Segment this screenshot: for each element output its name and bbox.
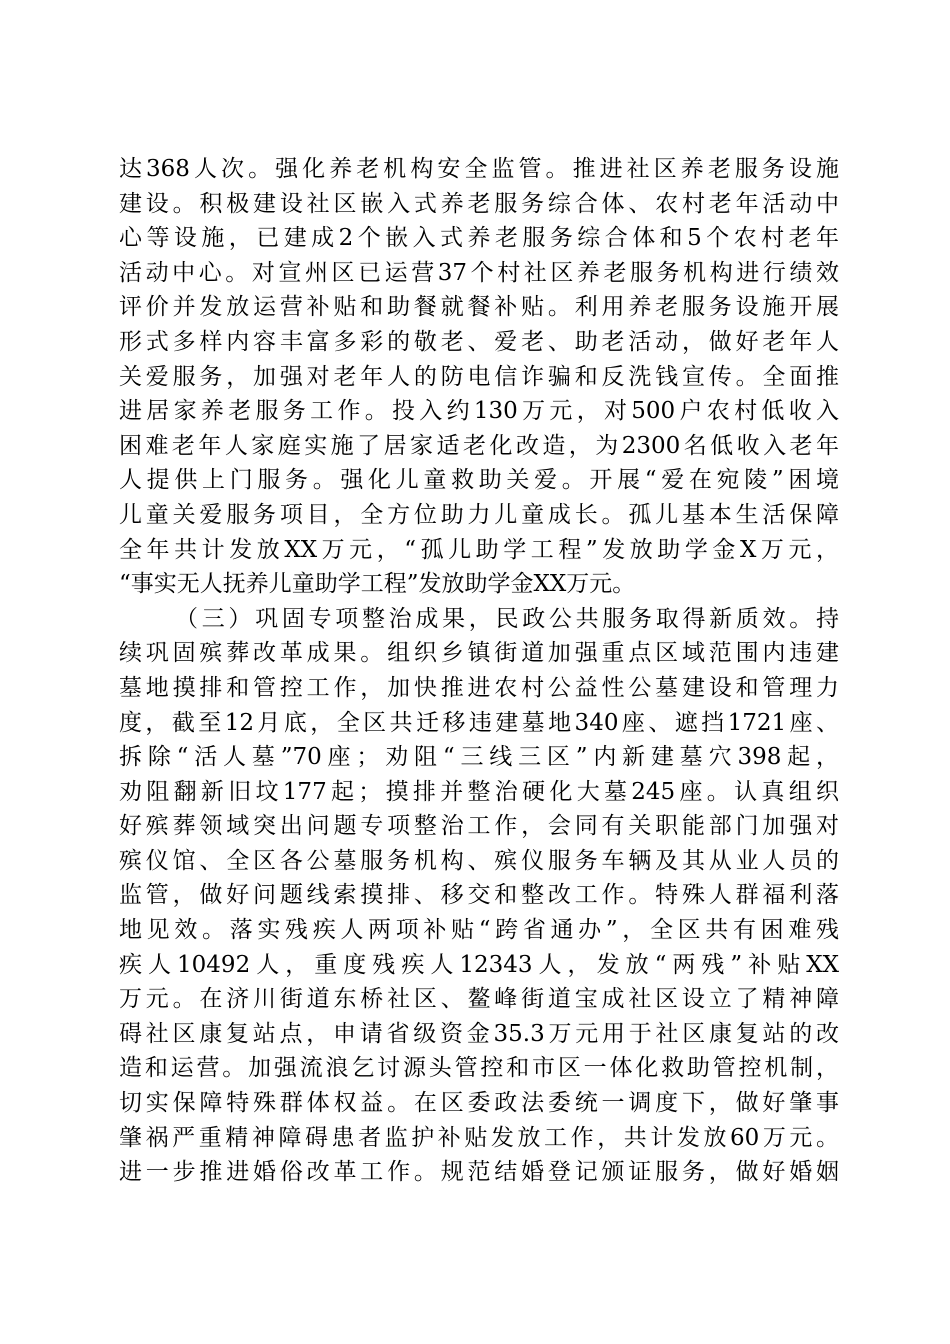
text-line: 万元。在济川街道东桥社区、鳌峰街道宝成社区设立了精神障 xyxy=(119,986,839,1013)
text-line: 达368人次。强化养老机构安全监管。推进社区养老服务设施 xyxy=(119,156,839,182)
text-line: 度，截至12月底，全区共迁移违建墓地340座、遮挡1721座、 xyxy=(119,709,839,736)
text-line: 拆除“活人墓”70座；劝阻“三线三区”内新建墓穴398起， xyxy=(119,744,839,771)
text-line: 殡仪馆、全区各公墓服务机构、殡仪服务车辆及其从业人员的 xyxy=(119,847,839,874)
text-line: 心等设施，已建成2个嵌入式养老服务综合体和5个农村老年 xyxy=(119,225,839,252)
text-line: 监管，做好问题线索摸排、移交和整改工作。特殊人群福利落 xyxy=(119,882,839,909)
text-line: 进居家养老服务工作。投入约130万元，对500户农村低收入 xyxy=(119,398,839,425)
text-line: 关爱服务，加强对老年人的防电信诈骗和反洗钱宣传。全面推 xyxy=(119,363,839,390)
text-line: 造和运营。加强流浪乞讨源头管控和市区一体化救助管控机制， xyxy=(119,1055,839,1082)
text-line: 墓地摸排和管控工作，加快推进农村公益性公墓建设和管理力 xyxy=(119,674,839,701)
text-line: 进一步推进婚俗改革工作。规范结婚登记颁证服务，做好婚姻 xyxy=(119,1159,839,1186)
text-line: 切实保障特殊群体权益。在区委政法委统一调度下，做好肇事 xyxy=(119,1090,839,1117)
section-heading-line: （三）巩固专项整治成果，民政公共服务取得新质效。持 xyxy=(175,605,839,632)
text-line: “事实无人抚养儿童助学工程”发放助学金XX万元。 xyxy=(119,571,636,598)
text-line: 肇祸严重精神障碍患者监护补贴发放工作，共计发放60万元。 xyxy=(119,1124,839,1151)
text-line: 人提供上门服务。强化儿童救助关爱。开展“爱在宛陵”困境 xyxy=(119,467,839,494)
text-line: 劝阻翻新旧坟177起；摸排并整治硬化大墓245座。认真组织 xyxy=(119,778,839,805)
text-line: 好殡葬领域突出问题专项整治工作，会同有关职能部门加强对 xyxy=(119,813,839,840)
body-text xyxy=(119,152,839,1190)
text-line: 活动中心。对宣州区已运营37个村社区养老服务机构进行绩效 xyxy=(119,259,839,286)
text-line: 困难老年人家庭实施了居家适老化改造，为2300名低收入老年 xyxy=(119,432,839,459)
text-line: 碍社区康复站点，申请省级资金35.3万元用于社区康复站的改 xyxy=(119,1020,839,1047)
text-line: 建设。积极建设社区嵌入式养老服务综合体、农村老年活动中 xyxy=(119,190,839,217)
text-line: 疾人10492人，重度残疾人12343人，发放“两残”补贴XX xyxy=(119,951,839,978)
text-line: 评价并发放运营补贴和助餐就餐补贴。利用养老服务设施开展 xyxy=(119,294,839,321)
text-line: 形式多样内容丰富多彩的敬老、爱老、助老活动，做好老年人 xyxy=(119,328,839,355)
text-line: 儿童关爱服务项目，全方位助力儿童成长。孤儿基本生活保障 xyxy=(119,501,839,528)
text-line: 续巩固殡葬改革成果。组织乡镇街道加强重点区域范围内违建 xyxy=(119,640,839,667)
text-line: 地见效。落实残疾人两项补贴“跨省通办”，全区共有困难残 xyxy=(119,917,839,944)
text-line: 全年共计发放XX万元，“孤儿助学工程”发放助学金X万元， xyxy=(119,536,839,563)
